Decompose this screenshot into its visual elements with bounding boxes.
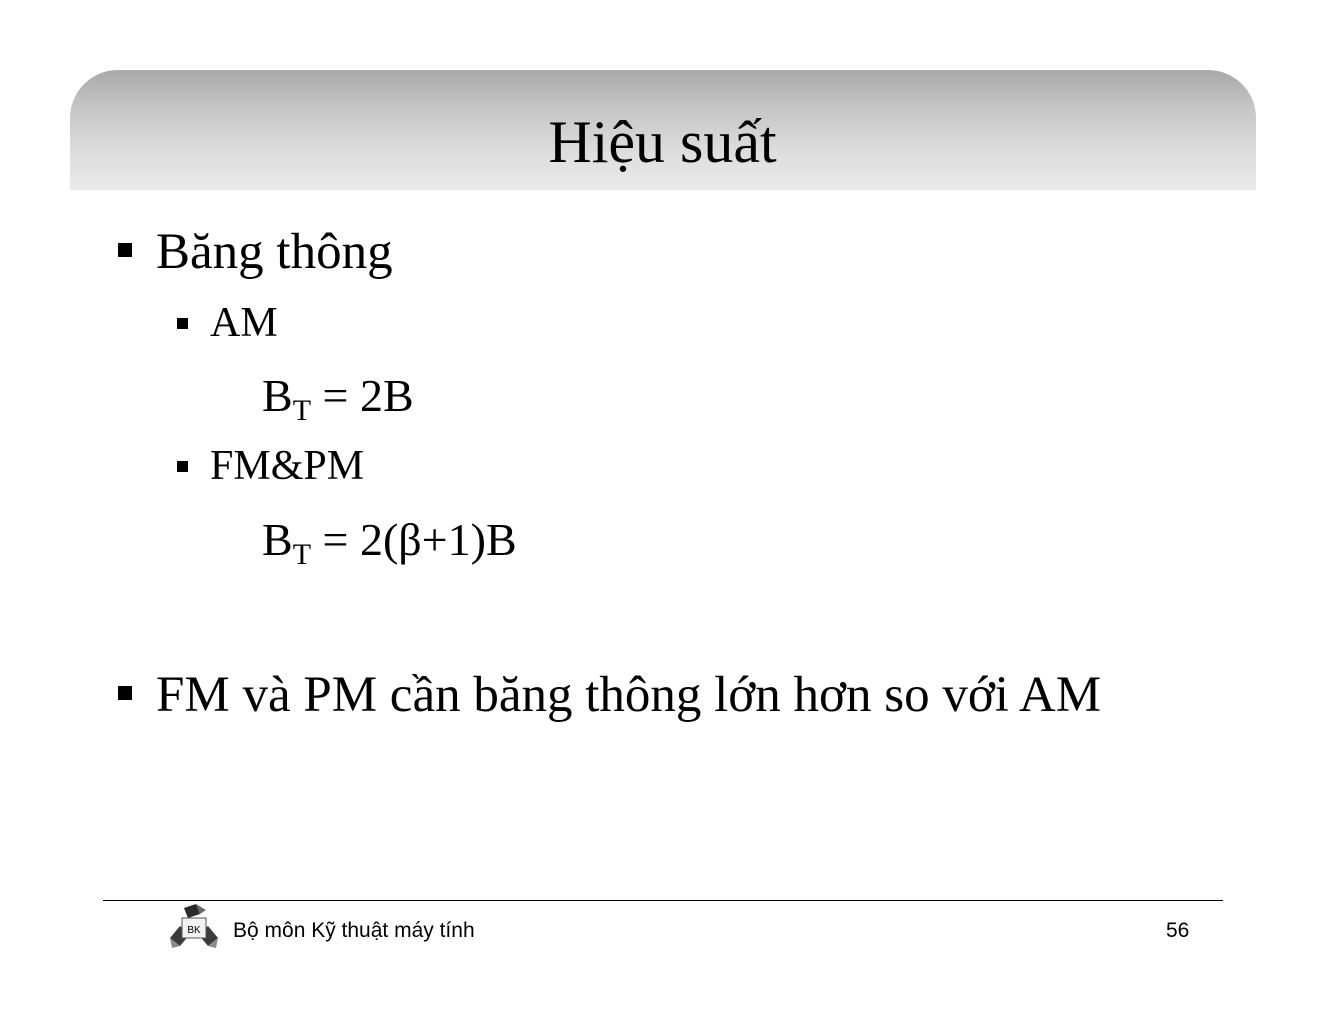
footer-department: Bộ môn Kỹ thuật máy tính [233, 919, 475, 942]
footer-divider [103, 900, 1223, 901]
bullet-marker [118, 686, 132, 700]
sub-bullet-marker [177, 318, 188, 329]
formula-rest: = 2B [311, 370, 414, 421]
formula-base: B [262, 514, 293, 565]
formula-rest: = 2(β+1)B [311, 514, 517, 565]
bullet-marker [118, 243, 132, 257]
slide-title: Hiệu suất [548, 109, 777, 175]
bullet-bandwidth: Băng thông [156, 224, 393, 280]
sub-bullet-am: AM [210, 300, 278, 346]
logo-text: BK [187, 925, 201, 936]
formula-base: B [262, 370, 293, 421]
formula-subscript: T [292, 538, 312, 571]
formula-fm-pm [262, 512, 517, 571]
sub-bullet-fm-pm: FM&PM [210, 443, 365, 489]
formula-subscript: T [292, 394, 312, 427]
bullet-conclusion: FM và PM cần băng thông lớn hơn so với AM [156, 667, 1102, 723]
page-number: 56 [1166, 919, 1190, 942]
department-logo [170, 904, 218, 950]
sub-bullet-marker [177, 461, 188, 472]
formula-am [262, 368, 414, 427]
